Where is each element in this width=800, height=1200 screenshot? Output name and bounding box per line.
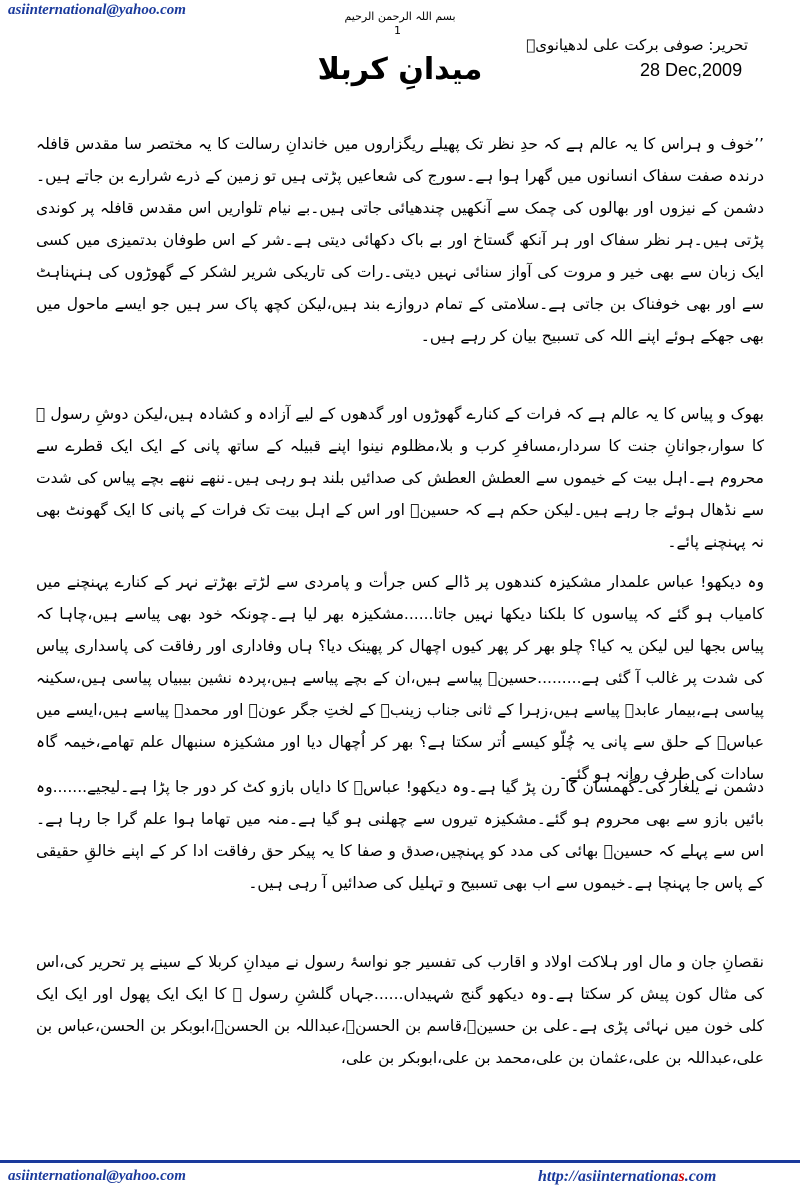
url-suffix: .com (684, 1168, 717, 1185)
bismillah: بسم اللہ الرحمن الرحیم (344, 10, 456, 23)
url-highlight: s (678, 1168, 685, 1185)
paragraph: نقصانِ جان و مال اور ہلاکت اولاد و اقارب کی تفسیر جو نواسۂ رسول نے میدانِ کربلا کے سینے پر تحریر کی،اس کی مثال کون پیش کر سکتا ہے۔وہ دیکھو گنج شہیداں......جہاں گلشنِ رسول ﷺ کا ایک ایک پھول اور ایک ایک کلی خون میں نہائی پڑی ہے۔علی بن حسینؑ،قاسم بن الحسنؑ،عبداللہ بن الحسنؑ،ابوبکر بن الحسن،عباس بن علی،عبداللہ بن علی،عثمان بن علی،محمد بن علی،ابوبکر بن علی، (36, 953, 764, 1067)
paragraph: دشمن نے یلغار کی۔گھمسان کا رن پڑ گیا ہے۔وہ دیکھو! عباسؑ کا دایاں بازو کٹ کر دور جا پڑا ہے۔لیجیے.......وہ بائیں بازو سے بھی محروم ہو گئے۔مشکیزہ تیروں سے چھلنی ہو گیا ہے۔منہ میں تھاما ہوا علم گرا جا رہا ہے۔اس سے پہلے کہ حسینؑ بھائی کی مدد کو پہنچیں،صدق و صفا کا یہ پیکر حق رفاقت ادا کر کے اپنے خالقِ حقیقی کے پاس جا پہنچا ہے۔خیموں سے اب بھی تسبیح و تہلیل کی صدائیں آ رہی ہیں۔ (36, 778, 764, 892)
paragraph: ’’خوف و ہراس کا یہ عالم ہے کہ حدِ نظر تک پھیلے ریگزاروں میں خاندانِ رسالت کا یہ مختصر سا مقدس قافلہ درندہ صفت سفاک انسانوں میں گھرا ہوا ہے۔سورج کی شعاعیں پڑتی ہیں تو زمین کے ذرے شرارے بن جاتے ہیں۔دشمن کے نیزوں اور بھالوں کی چمک سے آنکھیں چندھیائی جاتی ہیں۔بے نیام تلواریں اس مقدس قافلہ پر کوندی پڑتی ہیں۔ہر نظر سفاک اور ہر آنکھ گستاخ اور بے باک دکھائی دیتی ہے۔شر کے اس طوفان بدتمیزی میں کسی ایک زبان سے بھی خیر و مروت کی آواز سنائی نہیں دیتی۔رات کی تاریکی شریر لشکر کے گھوڑوں کی ہنہناہٹ سے اور بھی خوفناک بن جاتی ہے۔سلامتی کے تمام دروازے بند ہیں،لیکن کچھ پاک سر ہیں جو ایسے ماحول میں بھی جھکے ہوئے اپنے اللہ کی تسبیح بیان کر رہے ہیں۔ (36, 135, 764, 345)
article-body (36, 128, 764, 1116)
header-email[interactable]: asiinternational@yahoo.com (8, 2, 186, 18)
url-prefix: http://asiinternationa (538, 1168, 679, 1185)
footer-divider (0, 1160, 800, 1163)
paragraph: بھوک و پیاس کا یہ عالم ہے کہ فرات کے کنارے گھوڑوں اور گدھوں کے لیے آزادہ و کشادہ ہیں،لیکن دوشِ رسول ﷺ کا سوار،جوانانِ جنت کا سردار،مسافرِ کرب و بلا،مظلوم نینوا اپنے قبیلہ کے ساتھ پانی کے ایک ایک قطرے سے محروم ہے۔اہل بیت کے خیموں سے العطش العطش کی صدائیں بلند ہو رہی ہیں۔ننھے ننھے بچے پیاس کی شدت سے نڈھال ہوئے جا رہے ہیں۔لیکن حکم ہے کہ حسینؑ اور اس کے اہل بیت تک فرات کے پانی کا ایک گھونٹ بھی نہ پہنچنے پائے۔ (36, 405, 764, 551)
paragraph: وہ دیکھو! عباس علمدار مشکیزہ کندھوں پر ڈالے کس جرأت و پامردی سے لڑتے بھڑتے نہر کے کنارے پہنچنے میں کامیاب ہو گئے کہ پیاسوں کا بلکنا دیکھا نہیں جاتا......مشکیزہ بھر لیا ہے۔چونکہ خود بھی پیاسے ہیں،چاہا کہ پیاس بجھا لیں لیکن یہ کیا؟ چلو بھر کر پھر کیوں اچھال کر پھینک دیا؟ ہاں وفاداری اور رفاقت کی پاسداری پیاس کی شدت پر غالب آ گئی ہے.........حسینؑ پیاسے ہیں،ان کے بچے پیاسے ہیں،پردہ نشین بیبیاں پیاسی ہیں،سکینہ پیاسی ہے،بیمار عابدؑ پیاسے ہیں،زہرا کے ثانی جناب زینبؑ کے لختِ جگر عونؑ اور محمدؑ پیاسے ہیں،ایسے میں عباسؑ کے حلق سے پانی یہ چُلّو کیسے اُتر سکتا ہے؟ بھر کر اُچھال دیا اور مشکیزہ سنبھال علم تھامے،خیمہ گاہ سادات کی طرف روانہ ہو گئے۔ (36, 573, 764, 783)
page-number: 1 (394, 24, 401, 37)
date: 28 Dec,2009 (640, 60, 743, 80)
footer-email[interactable]: asiinternational@yahoo.com (8, 1168, 186, 1184)
page-title: میدانِ کربلا (317, 52, 483, 87)
footer-website-link[interactable] (538, 1168, 716, 1186)
author-line: تحریر: صوفی برکت علی لدھیانویؒ (526, 36, 748, 54)
